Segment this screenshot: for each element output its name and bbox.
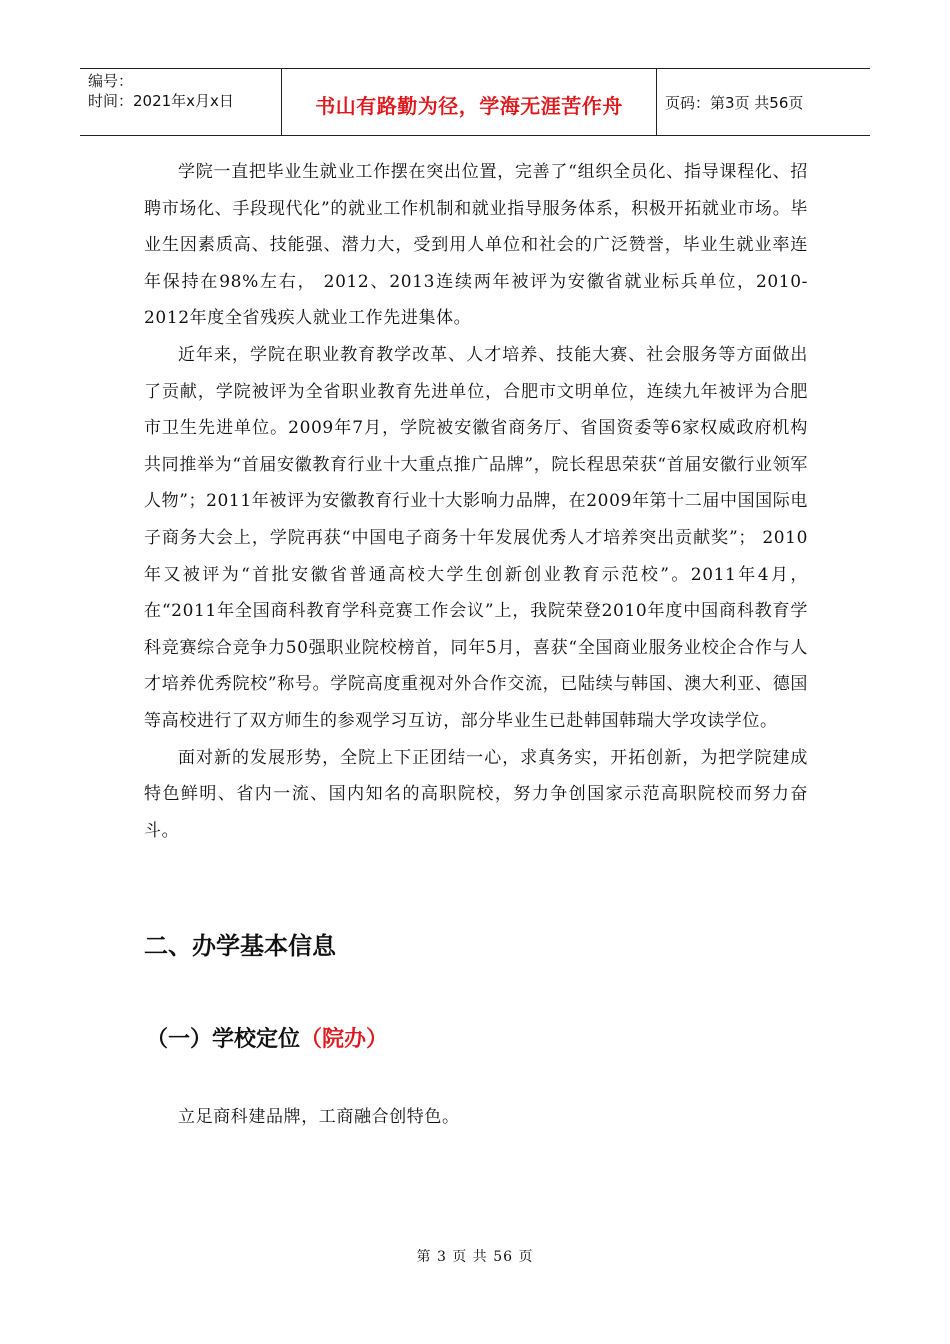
header-meta — [80, 69, 282, 135]
subsection-heading — [146, 1022, 388, 1053]
section-heading: 二、办学基本信息 — [144, 932, 336, 960]
subsection-title: （一）学校定位 — [146, 1027, 301, 1052]
document-date-label: 时间：2021年x月x日 — [88, 92, 234, 110]
header-page-info: 页码：第3页 共56页 — [665, 93, 804, 112]
subsection-text: 立足商科建品牌，工商融合创特色。 — [178, 1107, 460, 1127]
subsection-note: （院办） — [300, 1027, 389, 1052]
paragraph-achievements: 近年来，学院在职业教育教学改革、人才培养、技能大赛、社会服务等方面做出了贡献，学院被评为全省职业教育先进单位，合肥市文明单位，连续九年被评为合肥市卫生先进单位。2009年7月，学院被安徽省商务厅、省国资委等6家权威政府机构共同推举为“首届安徽教育行业十大重点推广品牌”，院长程思荣获“首届安徽行业领军人物”；2011年被评为安徽教育行业十大影响力品牌，在2009年第十二届中国国际电子商务大会上，学院再获“中国电子商务十年发展优秀人才培养突出贡献奖”； 2010年又被评为“首批安徽省普通高校大学生创新创业教育示范校”。2011年4月，在“2011年全国商科教育学科竞赛工作会议”上，我院荣登2010年度中国商科教育学科竞赛综合竞争力50强职业院校榜首，同年5月，喜获“全国商业服务业校企合作与人才培养优秀院校”称号。学院高度重视对外合作交流，已陆续与韩国、澳大利亚、德国等高校进行了双方师生的参观学习互访，部分毕业生已赴韩国韩瑞大学攻读学位。 — [144, 344, 808, 731]
header-motto: 书山有路勤为径，学海无涯苦作舟 — [282, 69, 657, 135]
body-content — [144, 154, 808, 849]
document-number-label: 编号： — [88, 72, 134, 90]
page-header — [80, 68, 870, 136]
paragraph-outlook: 面对新的发展形势，全院上下正团结一心，求真务实，开拓创新，为把学院建成特色鲜明、省内一流、国内知名的高职院校，努力争创国家示范高职院校而努力奋斗。 — [144, 747, 808, 841]
page-footer: 第 3 页 共 56 页 — [416, 1249, 534, 1265]
paragraph-employment: 学院一直把毕业生就业工作摆在突出位置，完善了“组织全员化、指导课程化、招聘市场化、手段现代化”的就业工作机制和就业指导服务体系，积极开拓就业市场。毕业生因素质高、技能强、潜力大，受到用人单位和社会的广泛赞誉，毕业生就业率连年保持在98%左右， 2012、2013连续两年被评为安徽省就业标兵单位，2010-2012年度全省残疾人就业工作先进集体。 — [144, 162, 808, 329]
